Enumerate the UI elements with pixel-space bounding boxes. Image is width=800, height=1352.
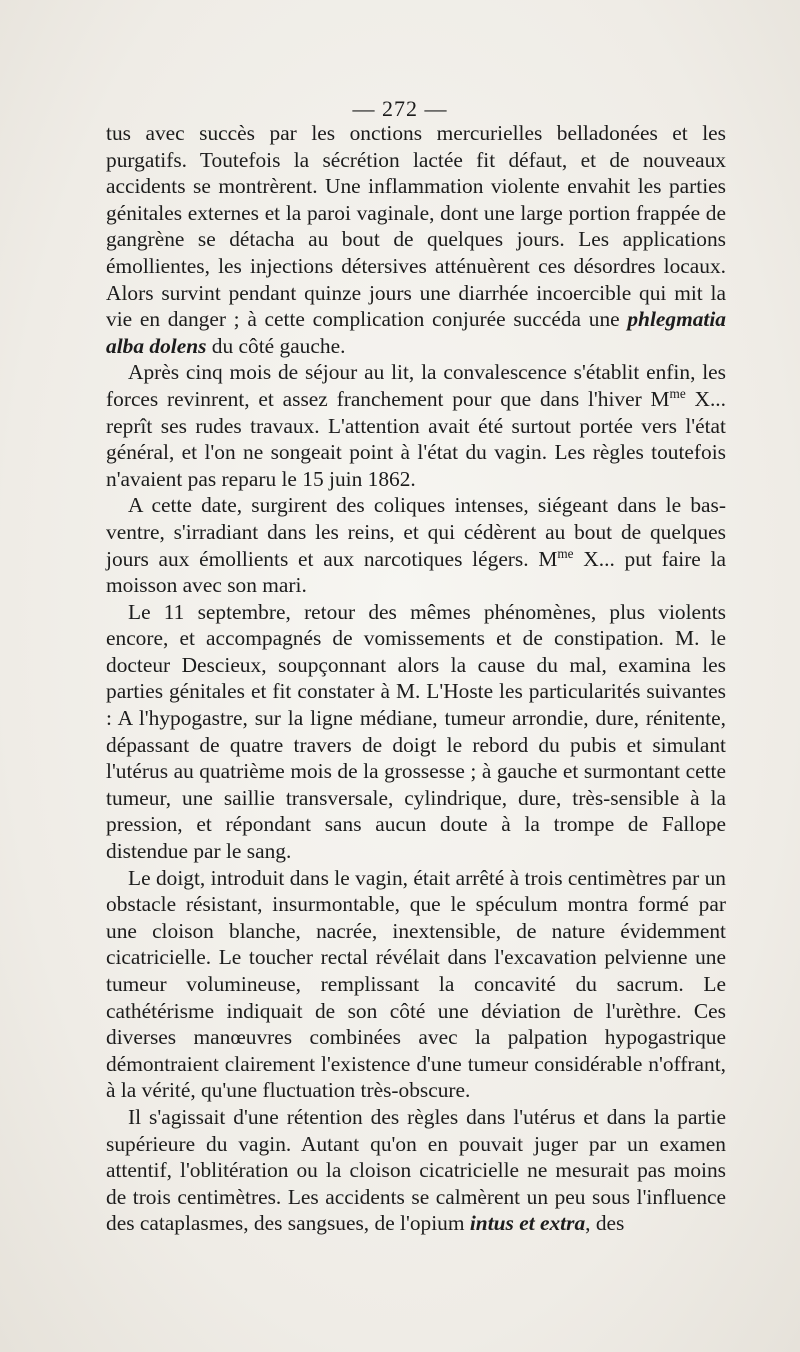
paragraph <box>106 1104 726 1237</box>
text-run: , des <box>585 1211 625 1236</box>
text-run: A cette date, surgirent des coliques intenses, siégeant dans le bas-ventre, s'irradiant dans les reins, et qui cédèrent au bout de quelques jours aux émollients et aux narcotiques légers. M <box>106 493 726 571</box>
superscript: me <box>557 545 574 561</box>
italic-phrase: phlegmatia alba dolens <box>106 307 726 358</box>
paragraph <box>106 865 726 1104</box>
paragraph <box>106 120 726 359</box>
text-run: X... reprît ses rudes travaux. L'attention avait été surtout portée vers l'état général, et l'on ne songeait point à l'état du vagin. Les règles toutefois n'avaient pas reparu le 15 juin 1862. <box>106 386 727 491</box>
page-number: — 272 — <box>352 96 448 121</box>
paragraph <box>106 599 726 865</box>
text-run: tus avec succès par les onctions mercurielles belladonées et les purgatifs. Toutefois la sécrétion lactée fit défaut, et de nouveaux accidents se montrèrent. Une inflammation violente envahit les parties génitales externes et la paroi vaginale, dont une large portion frappée de gangrène se détacha au bout de quelques jours. Les applications émollientes, les injections détersives atténuèrent ces désordres locaux. Alors survint pendant quinze jours une diarrhée incoercible qui mit la vie en danger ; à cette complication conjurée succéda une <box>106 121 726 332</box>
italic-phrase: intus et extra <box>469 1211 586 1236</box>
paragraph <box>106 359 726 492</box>
text-run: Après cinq mois de séjour au lit, la convalescence s'établit enfin, les forces revinrent, et assez franchement pour que dans l'hiver M <box>106 360 726 411</box>
text-run: Le 11 septembre, retour des mêmes phénomènes, plus violents encore, et accompagnés de vomissements et de constipation. M. le docteur Descieux, soupçonnant alors la cause du mal, examina les parties génitales et fit constater à M. L'Hoste les particularités suivantes : A l'hypogastre, sur la ligne médiane, tumeur arrondie, dure, rénitente, dépassant de quatre travers de doigt le rebord du pubis et simulant l'utérus au quatrième mois de la grossesse ; à gauche et surmontant cette tumeur, une saillie transversale, cylindrique, dure, très-sensible à la pression, et répondant sans aucun doute à la trompe de Fallope distendue par le sang. <box>106 599 726 864</box>
text-run: Il s'agissait d'une rétention des règles dans l'utérus et dans la partie supérieure du vagin. Autant qu'on en pouvait juger par un examen attentif, l'oblitération ou la cloison cicatricielle ne mesurait pas moins de trois centimètres. Les accidents se calmèrent un peu sous l'influence des cataplasmes, des sangsues, de l'opium <box>106 1104 726 1236</box>
paragraph <box>106 492 726 598</box>
text-run: du côté gauche. <box>206 333 346 358</box>
text-run: X... put faire la moisson avec son mari. <box>106 546 726 598</box>
superscript: me <box>669 385 686 401</box>
text-run: Le doigt, introduit dans le vagin, était arrêté à trois centimètres par un obstacle résistant, insurmontable, que le spéculum montra formé par une cloison blanche, nacrée, inextensible, de nature évidemment cicatricielle. Le toucher rectal révélait dans l'excavation pelvienne une tumeur volumineuse, remplissant la concavité du sacrum. Le cathétérisme indiquait de son côté une déviation de l'urèthre. Ces diverses manœuvres combinées avec la palpation hypogastrique démontraient clairement l'existence d'une tumeur considérable n'offrant, à la vérité, qu'une fluctuation très-obscure. <box>106 865 726 1103</box>
body-text <box>106 120 726 1237</box>
